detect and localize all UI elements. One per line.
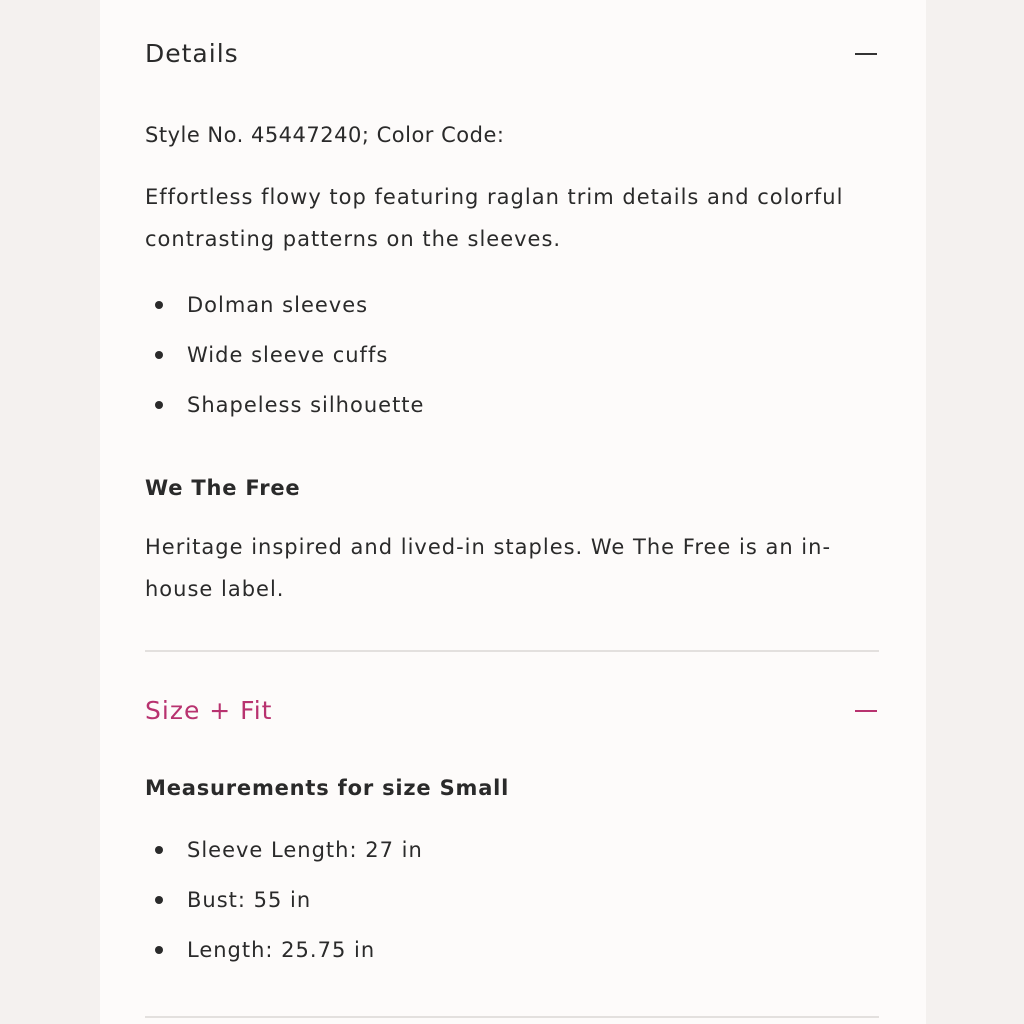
size-fit-title: Size + Fit — [145, 696, 273, 725]
size-fit-accordion-header[interactable] — [145, 696, 879, 726]
bullet-icon — [155, 301, 163, 309]
details-accordion-header[interactable] — [145, 39, 879, 69]
bullet-icon — [155, 401, 163, 409]
bullet-icon — [155, 846, 163, 854]
bullet-icon — [155, 351, 163, 359]
feature-text: Dolman sleeves — [187, 293, 369, 317]
bullet-icon — [155, 896, 163, 904]
feature-list — [145, 280, 424, 430]
measurement-list — [145, 825, 423, 975]
minus-icon — [855, 53, 877, 55]
details-title: Details — [145, 39, 239, 68]
brand-name: We The Free — [145, 476, 301, 500]
section-divider — [145, 650, 879, 652]
product-info-panel — [100, 0, 926, 1024]
measurement-text: Sleeve Length: 27 in — [187, 838, 423, 862]
feature-text: Shapeless silhouette — [187, 393, 425, 417]
minus-icon — [855, 710, 877, 712]
bullet-icon — [155, 946, 163, 954]
list-item — [145, 380, 424, 430]
list-item — [145, 825, 423, 875]
details-collapse-button[interactable] — [853, 39, 879, 69]
measurements-title: Measurements for size Small — [145, 776, 510, 800]
list-item — [145, 875, 423, 925]
measurement-text: Bust: 55 in — [187, 888, 312, 912]
brand-description: Heritage inspired and lived-in staples. We The Free is an in-house label. — [145, 535, 832, 601]
style-number: Style No. 45447240; Color Code: — [145, 123, 505, 147]
measurement-text: Length: 25.75 in — [187, 938, 376, 962]
list-item — [145, 330, 424, 380]
section-divider — [145, 1016, 879, 1018]
product-description: Effortless flowy top featuring raglan trim details and colorful contrasting patterns on the sleeves. — [145, 185, 844, 251]
feature-text: Wide sleeve cuffs — [187, 343, 389, 367]
size-fit-collapse-button[interactable] — [853, 696, 879, 726]
list-item — [145, 280, 424, 330]
list-item — [145, 925, 423, 975]
